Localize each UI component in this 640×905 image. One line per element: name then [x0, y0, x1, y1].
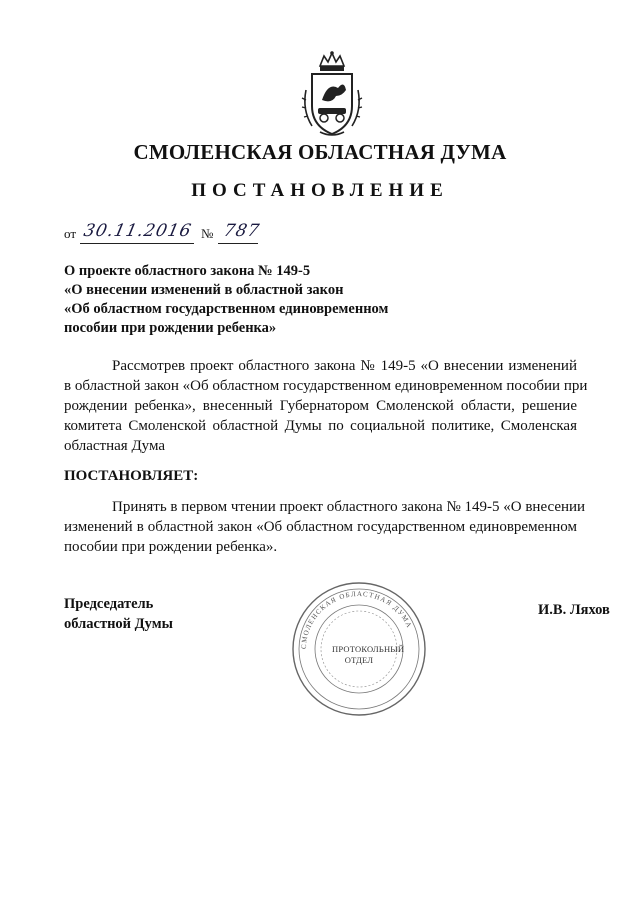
date-underline	[80, 243, 194, 244]
signatory-title-line: областной Думы	[64, 616, 173, 632]
subject-line: «О внесении изменений в областной закон	[64, 282, 344, 298]
paragraph-line: в областной закон «Об областном государственном единовременном пособии при	[64, 378, 588, 394]
date-prefix-label: от	[64, 226, 77, 241]
signatory-title-line: Председатель	[64, 596, 154, 612]
preamble-paragraph	[64, 356, 588, 456]
number-label: №	[201, 226, 214, 241]
paragraph-line: рождении ребенка», внесенный Губернатором Смоленской области, решение	[64, 398, 577, 414]
paragraph-line: областная Дума	[64, 438, 166, 454]
paragraph-line: Принять в первом чтении проект областного закона № 149-5 «О внесении	[112, 499, 586, 515]
stamp-center-line: ПРОТОКОЛЬНЫЙ	[332, 644, 405, 654]
subject-line: «Об областном государственном единовременном	[64, 301, 389, 317]
stamp-ring-text: СМОЛЕНСКАЯ ОБЛАСТНАЯ ДУМА	[299, 589, 414, 650]
signatory-name: И.В. Ляхов	[538, 602, 610, 618]
signatory-title	[64, 594, 173, 634]
paragraph-line: изменений в областной закон «Об областном государственном единовременном	[64, 519, 577, 535]
smolensk-coat-of-arms-icon	[298, 50, 366, 138]
paragraph-line: Рассмотрев проект областного закона № 149-5 «О внесении изменений	[112, 358, 577, 374]
paragraph-line: комитета Смоленской областной Думы по социальной политике, Смоленская	[64, 418, 577, 434]
date-number-line	[64, 220, 294, 244]
paragraph-line: пособии при рождении ребенка».	[64, 539, 278, 555]
organization-title: СМОЛЕНСКАЯ ОБЛАСТНАЯ ДУМА	[133, 140, 507, 164]
document-subject	[64, 262, 444, 338]
handwritten-number: 787	[221, 221, 262, 241]
resolution-paragraph	[64, 497, 586, 557]
subject-line: О проекте областного закона № 149-5	[64, 263, 311, 279]
stamp-center-line: ОТДЕЛ	[344, 655, 374, 665]
number-underline	[218, 243, 258, 244]
subject-line: пособии при рождении ребенка»	[64, 320, 277, 336]
resolves-heading: ПОСТАНОВЛЯЕТ:	[64, 468, 199, 484]
document-type-title: ПОСТАНОВЛЕНИЕ	[191, 180, 449, 201]
stamp-center-label	[332, 644, 405, 666]
handwritten-date: 30.11.2016	[81, 221, 194, 241]
